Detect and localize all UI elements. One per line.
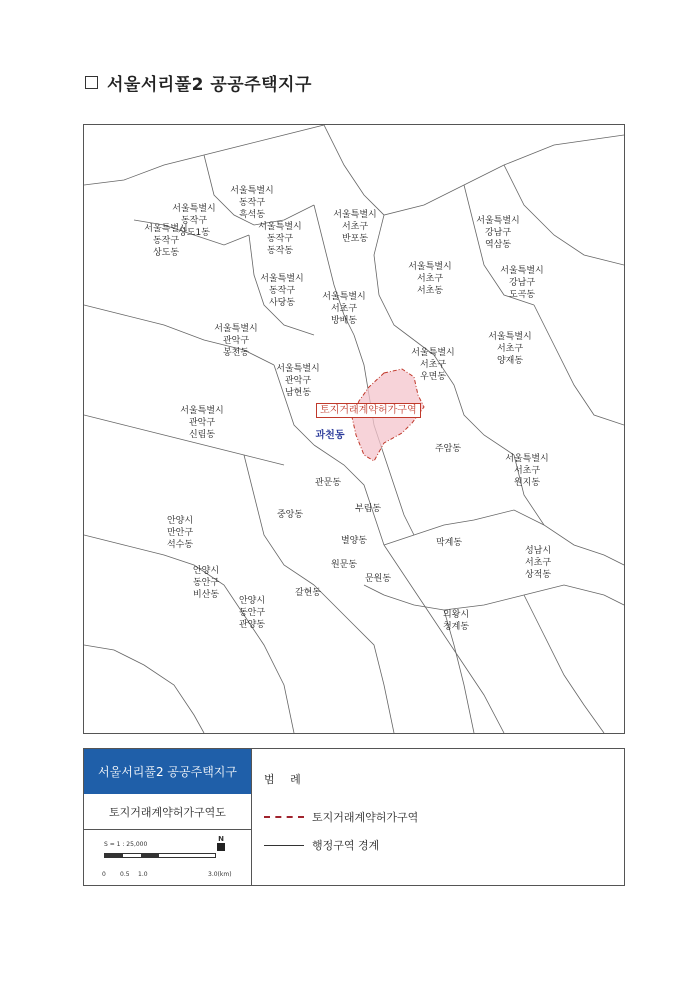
map-label-line: 성남시 — [524, 546, 552, 556]
legend-right-panel — [264, 749, 614, 885]
map-label-line: 관양동 — [238, 620, 266, 630]
map-label-line: 상적동 — [524, 570, 552, 580]
map-label-gwanyang — [239, 595, 265, 631]
map-label-juam — [435, 443, 461, 455]
map-label-makgye — [436, 537, 462, 549]
map-label-line: 의왕시 — [442, 610, 470, 620]
map-label-dogok — [500, 265, 543, 301]
map-label-yeoksam — [476, 215, 519, 251]
map-label-bisan — [193, 565, 219, 601]
scale-tick: 0.5 — [120, 871, 130, 878]
map-label-jungang — [277, 509, 303, 521]
map-label-line: 서울특별시 — [411, 348, 455, 358]
map-label-line: 안양시 — [166, 516, 194, 526]
map-label-line: 만안구 — [166, 528, 194, 538]
map-label-sadang — [260, 273, 303, 309]
black-line-icon — [264, 845, 304, 846]
map-label-line: 서초구 — [416, 274, 444, 284]
map-label-line: 서울특별시 — [276, 364, 320, 374]
map-label-line: 청계동 — [442, 622, 470, 632]
map-label-line: 막계동 — [435, 538, 463, 548]
map-label-line: 강남구 — [508, 278, 536, 288]
legend-box — [83, 748, 625, 886]
map-label-line: 서울특별시 — [144, 224, 188, 234]
map-label-line: 중앙동 — [276, 510, 304, 520]
boundary-line — [364, 585, 624, 610]
map-label-line: 동작구 — [238, 198, 266, 208]
legend-heading: 범 례 — [264, 773, 307, 786]
map-label-line: 동안구 — [238, 608, 266, 618]
map-label-line: 안양시 — [192, 566, 220, 576]
map-label-line: 문원동 — [364, 574, 392, 584]
map-label-line: 관악구 — [284, 376, 312, 386]
legend-left-panel — [84, 749, 252, 885]
map-label-wonmun — [331, 559, 357, 571]
map-label-line: 동작구 — [152, 236, 180, 246]
map-label-line: 도곡동 — [508, 290, 536, 300]
map-label-line: 신림동 — [188, 430, 216, 440]
map-label-wonji — [505, 453, 548, 489]
map-label-line: 남현동 — [284, 388, 312, 398]
map-label-line: 서울특별시 — [333, 210, 377, 220]
map-label-line: 서울특별시 — [322, 292, 366, 302]
map-label-line: 서울특별시 — [505, 454, 549, 464]
map-label-line: 갈현동 — [294, 588, 322, 598]
boundary-line — [534, 305, 624, 425]
page-title: 서울서리풀2 공공주택지구 — [85, 70, 312, 95]
map-label-line: 주암동 — [434, 444, 462, 454]
map-label-line: 봉천동 — [222, 348, 250, 358]
map-label-munwon — [365, 573, 391, 585]
map-label-line: 비산동 — [192, 590, 220, 600]
map-label-namhyeon — [276, 363, 319, 399]
legend-subtitle: 토지거래계약허가구역도 — [84, 794, 251, 830]
map-label-dongjak — [258, 221, 301, 257]
map-label-line: 사당동 — [268, 298, 296, 308]
map-label-cheonggye — [443, 609, 469, 633]
map-label-gwanmun — [315, 477, 341, 489]
scale-text: S = 1 : 25,000 — [104, 841, 148, 848]
map-label-line: 서울특별시 — [476, 216, 520, 226]
map-label-line: 서울특별시 — [488, 332, 532, 342]
map-label-line: 서초구 — [496, 344, 524, 354]
boundary-line — [504, 165, 624, 265]
map-label-line: 관문동 — [314, 478, 342, 488]
map-label-line: 별양동 — [340, 536, 368, 546]
boundary-line — [84, 535, 294, 733]
map-label-line: 서울특별시 — [172, 204, 216, 214]
map-label-umyeon — [411, 347, 454, 383]
boundary-line — [384, 545, 504, 733]
map-label-line: 우면동 — [419, 372, 447, 382]
red-dash-line-icon — [264, 816, 304, 818]
scale-ticks — [104, 871, 244, 881]
map-label-bangbae — [322, 291, 365, 327]
map-label-line: 상도동 — [152, 248, 180, 258]
gwacheon-label: 과천동 — [315, 430, 345, 441]
map-label-line: 서초구 — [513, 466, 541, 476]
map-label-line: 서울특별시 — [500, 266, 544, 276]
north-arrow-icon: N — [216, 835, 226, 851]
map-label-line: 방배동 — [330, 316, 358, 326]
map-label-heukseok — [230, 185, 273, 221]
legend-item-zone: 토지거래계약허가구역 — [264, 809, 418, 825]
map-label-line: 양재동 — [496, 356, 524, 366]
map-label-line: 관악구 — [188, 418, 216, 428]
map-label-line: 관악구 — [222, 336, 250, 346]
map-label-line: 역삼동 — [484, 240, 512, 250]
map-label-burim — [355, 503, 381, 515]
map-label-sangjeok — [525, 545, 551, 581]
map-label-line: 서초구 — [419, 360, 447, 370]
map-label-line: 원지동 — [513, 478, 541, 488]
checkbox-square-icon — [85, 76, 98, 89]
map-label-line: 동작구 — [180, 216, 208, 226]
map-label-sangdo — [144, 223, 187, 259]
map-label-line: 동작구 — [266, 234, 294, 244]
map-frame — [83, 124, 625, 734]
map-label-seoksu — [167, 515, 193, 551]
map-label-line: 동작구 — [268, 286, 296, 296]
map-label-line: 원문동 — [330, 560, 358, 570]
map-label-sillim — [180, 405, 223, 441]
scale-tick: 3.0(km) — [208, 871, 232, 878]
scale-area — [104, 835, 244, 880]
map-label-line: 동안구 — [192, 578, 220, 588]
map-label-line: 서울특별시 — [258, 222, 302, 232]
boundary-line — [524, 595, 604, 733]
map-label-line: 서초구 — [524, 558, 552, 568]
boundary-line — [384, 510, 544, 545]
map-label-line: 강남구 — [484, 228, 512, 238]
map-label-galhyeon — [295, 587, 321, 599]
map-label-line: 반포동 — [341, 234, 369, 244]
zone-label: 토지거래계약허가구역 — [316, 403, 421, 418]
map-label-line: 서초구 — [341, 222, 369, 232]
map-label-line: 서초동 — [416, 286, 444, 296]
legend-item-boundary: 행정구역 경계 — [264, 837, 379, 853]
scale-tick: 0 — [102, 871, 106, 878]
legend-title: 서울서리풀2 공공주택지구 — [84, 749, 251, 794]
map-label-line: 상도1동 — [178, 228, 210, 238]
map-label-line: 동작동 — [266, 246, 294, 256]
boundary-line — [314, 585, 394, 733]
boundary-line — [324, 125, 624, 215]
map-label-line: 서울특별시 — [180, 406, 224, 416]
map-label-line: 안양시 — [238, 596, 266, 606]
map-label-line: 서울특별시 — [214, 324, 258, 334]
map-label-line: 부림동 — [354, 504, 382, 514]
map-label-byeoryang — [341, 535, 367, 547]
map-label-line: 석수동 — [166, 540, 194, 550]
map-label-bongcheon — [214, 323, 257, 359]
map-label-line: 흑석동 — [238, 210, 266, 220]
map-label-seocho — [408, 261, 451, 297]
map-label-line: 서초구 — [330, 304, 358, 314]
map-label-line: 서울특별시 — [408, 262, 452, 272]
scale-tick: 1.0 — [138, 871, 148, 878]
map-label-line: 서울특별시 — [260, 274, 304, 284]
map-label-yangjae — [488, 331, 531, 367]
map-label-banpo — [333, 209, 376, 245]
boundary-line — [84, 645, 204, 733]
map-label-line: 서울특별시 — [230, 186, 274, 196]
scale-bar — [104, 853, 216, 858]
